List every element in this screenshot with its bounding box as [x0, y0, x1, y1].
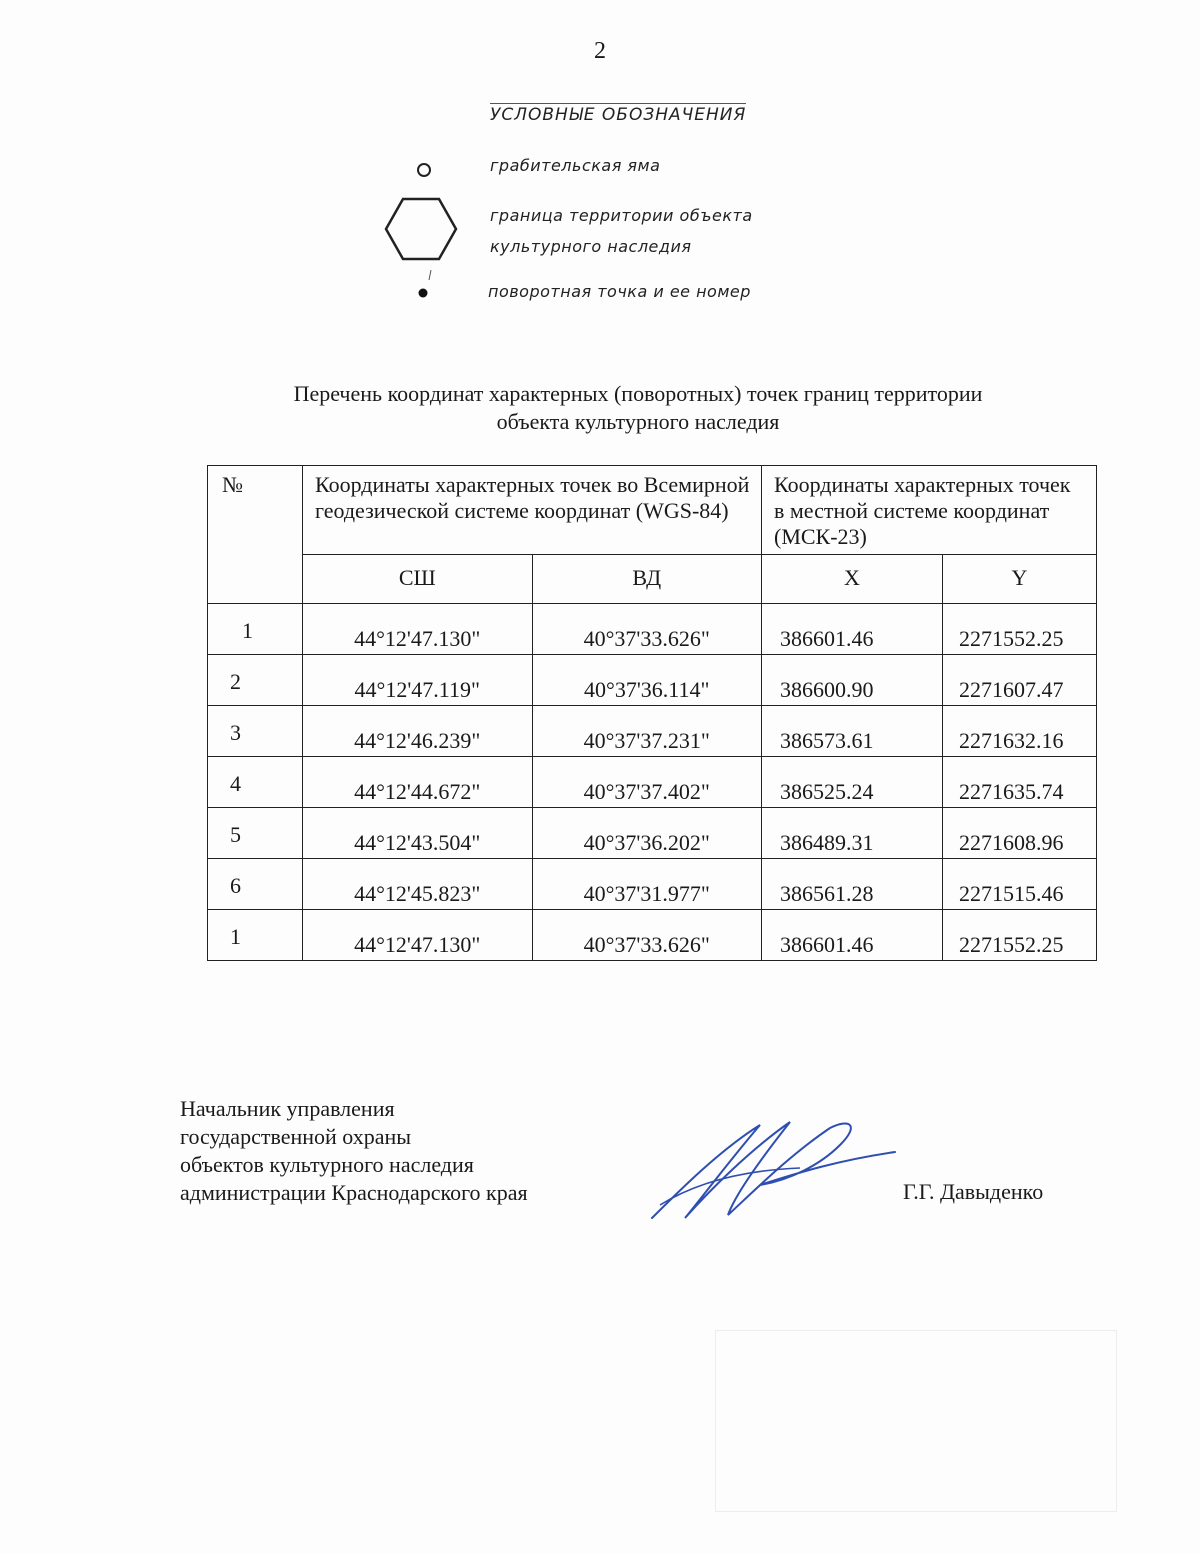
point-number: 5 — [208, 808, 303, 859]
header-longitude: ВД — [532, 555, 762, 604]
x-cell: 386600.90 — [762, 655, 943, 706]
x-cell: 386561.28 — [762, 859, 943, 910]
table-row — [208, 910, 1097, 961]
point-number: 1 — [208, 910, 303, 961]
latitude-cell: 44°12'47.130" — [303, 910, 533, 961]
latitude-cell: 44°12'47.119" — [303, 655, 533, 706]
faded-stamp — [715, 1330, 1117, 1512]
heading-line1: Перечень координат характерных (поворотных) точек границ территории — [293, 381, 983, 406]
y-cell: 2271552.25 — [943, 910, 1097, 961]
point-number: 4 — [208, 757, 303, 808]
handwritten-signature — [640, 1110, 900, 1225]
latitude-cell: 44°12'47.130" — [303, 604, 533, 655]
heading-line2: объекта культурного наследия — [496, 409, 780, 434]
latitude-cell: 44°12'43.504" — [303, 808, 533, 859]
y-cell: 2271635.74 — [943, 757, 1097, 808]
latitude-cell: 44°12'45.823" — [303, 859, 533, 910]
x-cell: 386525.24 — [762, 757, 943, 808]
table-row — [208, 757, 1097, 808]
longitude-cell: 40°37'31.977" — [532, 859, 762, 910]
legend-item-boundary-line1: граница территории объекта — [490, 206, 753, 225]
y-cell: 2271552.25 — [943, 604, 1097, 655]
table-row — [208, 808, 1097, 859]
circle-icon — [414, 160, 434, 180]
page-number: 2 — [594, 38, 606, 64]
table-row — [208, 859, 1097, 910]
hexagon-icon — [383, 196, 459, 262]
position-line4: администрации Краснодарского края — [180, 1180, 528, 1205]
dot-icon — [414, 268, 438, 304]
longitude-cell: 40°37'37.402" — [532, 757, 762, 808]
longitude-cell: 40°37'36.114" — [532, 655, 762, 706]
latitude-cell: 44°12'46.239" — [303, 706, 533, 757]
y-cell: 2271607.47 — [943, 655, 1097, 706]
table-row — [208, 655, 1097, 706]
x-cell: 386489.31 — [762, 808, 943, 859]
longitude-cell: 40°37'37.231" — [532, 706, 762, 757]
legend-item-boundary-line2: культурного наследия — [490, 237, 692, 256]
longitude-cell: 40°37'36.202" — [532, 808, 762, 859]
header-y: Y — [943, 555, 1097, 604]
longitude-cell: 40°37'33.626" — [532, 604, 762, 655]
table-heading — [150, 380, 1126, 436]
table-row — [208, 706, 1097, 757]
header-wgs84: Координаты характерных точек во Всемирной геодезической системе координат (WGS-84) — [303, 466, 762, 555]
header-msk23: Координаты характерных точек в местной системе координат (МСК-23) — [762, 466, 1097, 555]
point-number: 2 — [208, 655, 303, 706]
legend-title: УСЛОВНЫЕ ОБОЗНАЧЕНИЯ — [490, 105, 747, 125]
signer-name: Г.Г. Давыденко — [903, 1179, 1044, 1204]
coordinates-table — [207, 465, 1097, 961]
point-number: 3 — [208, 706, 303, 757]
y-cell: 2271608.96 — [943, 808, 1097, 859]
x-cell: 386573.61 — [762, 706, 943, 757]
position-line3: объектов культурного наследия — [180, 1152, 474, 1177]
longitude-cell: 40°37'33.626" — [532, 910, 762, 961]
y-cell: 2271515.46 — [943, 859, 1097, 910]
header-x: X — [762, 555, 943, 604]
position-line2: государственной охраны — [180, 1124, 412, 1149]
point-number: 1 — [208, 604, 303, 655]
point-number: 6 — [208, 859, 303, 910]
header-number: № — [208, 466, 303, 604]
y-cell: 2271632.16 — [943, 706, 1097, 757]
latitude-cell: 44°12'44.672" — [303, 757, 533, 808]
legend-item-point: поворотная точка и ее номер — [488, 282, 751, 301]
legend-item-pit: грабительская яма — [490, 156, 661, 175]
table-row — [208, 604, 1097, 655]
table-subheader-row — [208, 555, 1097, 604]
header-latitude: СШ — [303, 555, 533, 604]
table-header-row — [208, 466, 1097, 555]
signatory-position — [180, 1095, 528, 1207]
position-line1: Начальник управления — [180, 1096, 395, 1121]
x-cell: 386601.46 — [762, 604, 943, 655]
x-cell: 386601.46 — [762, 910, 943, 961]
